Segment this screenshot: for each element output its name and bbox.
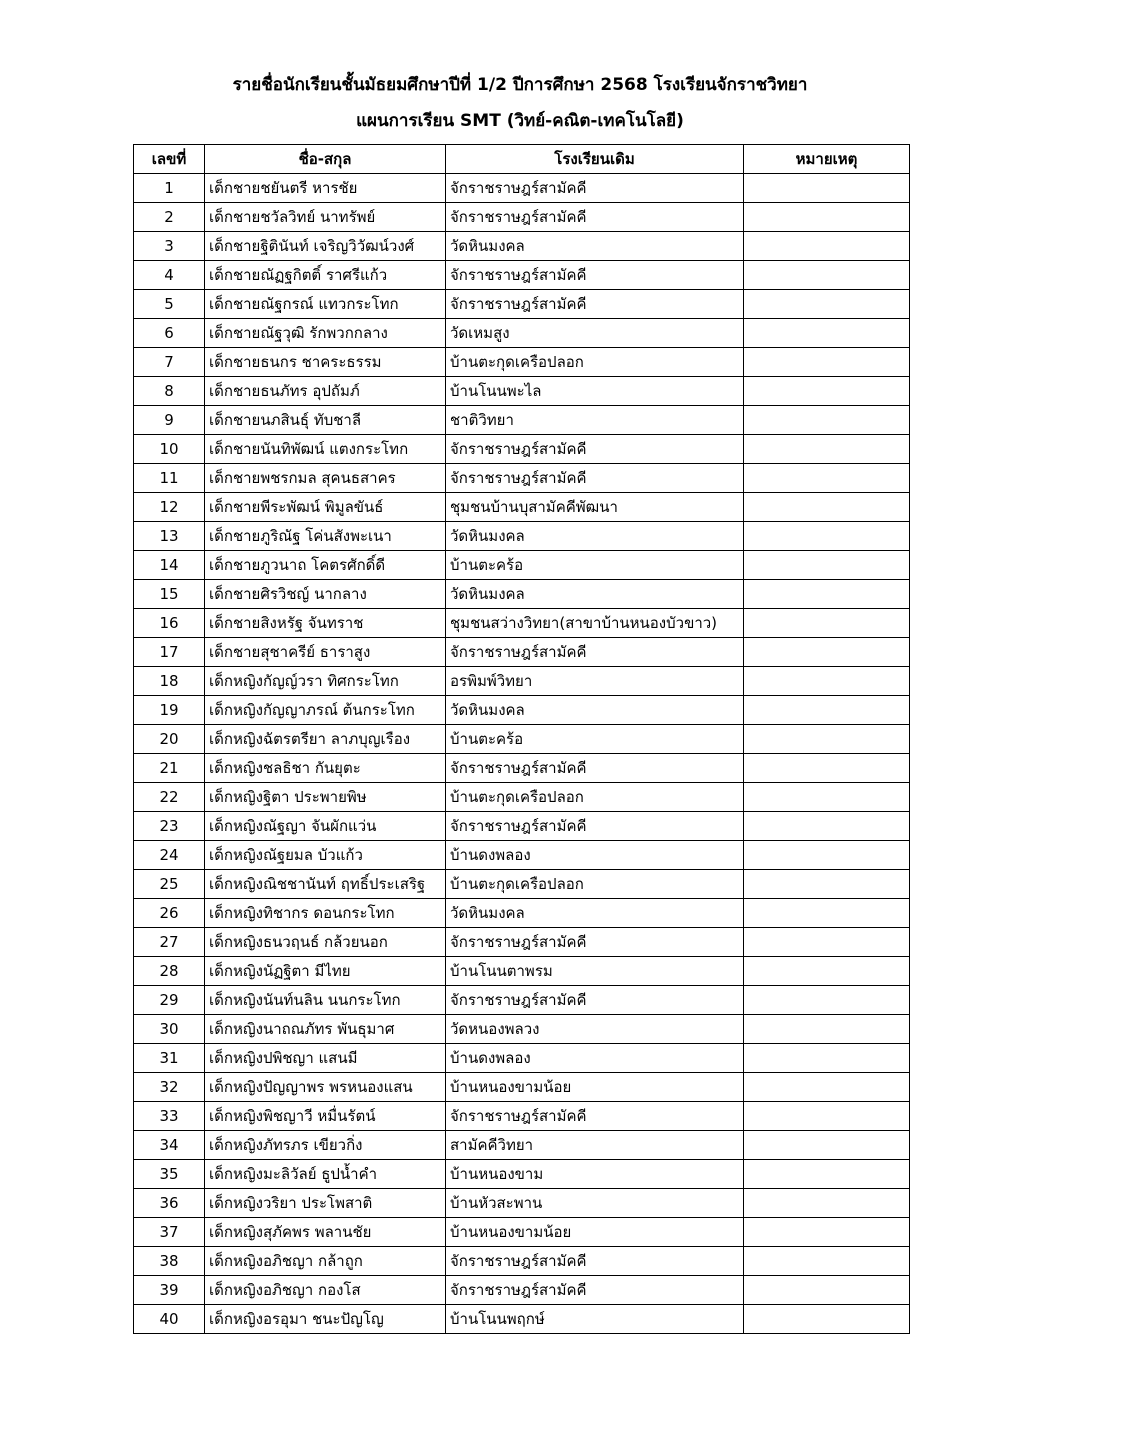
cell-student-name: เด็กหญิงชลธิชา กันยุตะ — [205, 754, 446, 783]
cell-remarks — [744, 1189, 910, 1218]
cell-remarks — [744, 841, 910, 870]
cell-former-school: จักราชราษฎร์สามัคคี — [446, 174, 744, 203]
cell-former-school: บ้านตะกุดเครือปลอก — [446, 348, 744, 377]
cell-remarks — [744, 493, 910, 522]
table-row — [134, 522, 910, 551]
cell-student-name: เด็กหญิงปพิชญา แสนมี — [205, 1044, 446, 1073]
cell-student-name: เด็กชายภูวนาถ โคตรศักดิ์ดี — [205, 551, 446, 580]
cell-remarks — [744, 986, 910, 1015]
cell-student-name: เด็กหญิงพิชญาวี หมื่นรัตน์ — [205, 1102, 446, 1131]
cell-former-school: จักราชราษฎร์สามัคคี — [446, 928, 744, 957]
table-row — [134, 1276, 910, 1305]
cell-former-school: จักราชราษฎร์สามัคคี — [446, 986, 744, 1015]
cell-number: 25 — [134, 870, 205, 899]
cell-former-school: บ้านดงพลอง — [446, 1044, 744, 1073]
cell-remarks — [744, 377, 910, 406]
cell-number: 20 — [134, 725, 205, 754]
table-row — [134, 1189, 910, 1218]
cell-number: 21 — [134, 754, 205, 783]
table-row — [134, 725, 910, 754]
cell-remarks — [744, 464, 910, 493]
cell-student-name: เด็กชายธนกร ชาคระธรรม — [205, 348, 446, 377]
cell-number: 33 — [134, 1102, 205, 1131]
cell-number: 30 — [134, 1015, 205, 1044]
cell-number: 24 — [134, 841, 205, 870]
cell-number: 29 — [134, 986, 205, 1015]
cell-former-school: วัดหินมงคล — [446, 899, 744, 928]
cell-number: 8 — [134, 377, 205, 406]
cell-remarks — [744, 174, 910, 203]
cell-remarks — [744, 203, 910, 232]
cell-number: 40 — [134, 1305, 205, 1334]
cell-number: 14 — [134, 551, 205, 580]
cell-number: 34 — [134, 1131, 205, 1160]
cell-remarks — [744, 580, 910, 609]
cell-remarks — [744, 1247, 910, 1276]
table-row — [134, 174, 910, 203]
table-row — [134, 232, 910, 261]
cell-remarks — [744, 1276, 910, 1305]
cell-student-name: เด็กหญิงอภิชญา กล้าถูก — [205, 1247, 446, 1276]
header-former-school: โรงเรียนเดิม — [446, 145, 744, 174]
cell-student-name: เด็กหญิงมะลิวัลย์ ธูปน้ำคำ — [205, 1160, 446, 1189]
cell-former-school: วัดหินมงคล — [446, 696, 744, 725]
table-row — [134, 696, 910, 725]
cell-number: 1 — [134, 174, 205, 203]
cell-student-name: เด็กหญิงณัฐยมล บัวแก้ว — [205, 841, 446, 870]
cell-number: 16 — [134, 609, 205, 638]
table-row — [134, 203, 910, 232]
cell-remarks — [744, 348, 910, 377]
cell-former-school: จักราชราษฎร์สามัคคี — [446, 638, 744, 667]
cell-number: 28 — [134, 957, 205, 986]
cell-number: 15 — [134, 580, 205, 609]
cell-number: 26 — [134, 899, 205, 928]
table-row — [134, 957, 910, 986]
cell-student-name: เด็กชายณัฏฐกิตติ์ ราศรีแก้ว — [205, 261, 446, 290]
cell-student-name: เด็กหญิงนัฏฐิตา มีไทย — [205, 957, 446, 986]
table-row — [134, 841, 910, 870]
cell-number: 5 — [134, 290, 205, 319]
cell-student-name: เด็กหญิงอรอุมา ชนะปัญโญ — [205, 1305, 446, 1334]
document-subtitle: แผนการเรียน SMT (วิทย์-คณิต-เทคโนโลยี) — [356, 111, 684, 131]
cell-former-school: สามัคคีวิทยา — [446, 1131, 744, 1160]
cell-number: 36 — [134, 1189, 205, 1218]
cell-student-name: เด็กชายภูริณัฐ โค่นสังพะเนา — [205, 522, 446, 551]
cell-student-name: เด็กชายนภสินธุ์ ทับชาลี — [205, 406, 446, 435]
cell-student-name: เด็กชายชยันตรี หารชัย — [205, 174, 446, 203]
cell-student-name: เด็กหญิงปัญญาพร พรหนองแสน — [205, 1073, 446, 1102]
cell-student-name: เด็กชายธนภัทร อุปถัมภ์ — [205, 377, 446, 406]
cell-number: 6 — [134, 319, 205, 348]
table-row — [134, 319, 910, 348]
cell-former-school: จักราชราษฎร์สามัคคี — [446, 261, 744, 290]
table-row — [134, 899, 910, 928]
cell-former-school: บ้านตะกุดเครือปลอก — [446, 783, 744, 812]
table-row — [134, 754, 910, 783]
header-name: ชื่อ-สกุล — [205, 145, 446, 174]
cell-former-school: บ้านหนองขาม — [446, 1160, 744, 1189]
cell-former-school: บ้านตะกุดเครือปลอก — [446, 870, 744, 899]
cell-remarks — [744, 1044, 910, 1073]
cell-student-name: เด็กชายฐิตินันท์ เจริญวิวัฒน์วงศ์ — [205, 232, 446, 261]
cell-student-name: เด็กหญิงนันท์นลิน นนกระโทก — [205, 986, 446, 1015]
cell-former-school: จักราชราษฎร์สามัคคี — [446, 812, 744, 841]
table-row — [134, 609, 910, 638]
cell-former-school: จักราชราษฎร์สามัคคี — [446, 435, 744, 464]
cell-number: 13 — [134, 522, 205, 551]
cell-remarks — [744, 638, 910, 667]
table-row — [134, 783, 910, 812]
cell-remarks — [744, 232, 910, 261]
cell-former-school: บ้านดงพลอง — [446, 841, 744, 870]
cell-former-school: บ้านตะคร้อ — [446, 725, 744, 754]
cell-former-school: จักราชราษฎร์สามัคคี — [446, 290, 744, 319]
cell-former-school: วัดหินมงคล — [446, 232, 744, 261]
document-title: รายชื่อนักเรียนชั้นมัธยมศึกษาปีที่ 1/2 ปีการศึกษา 2568 โรงเรียนจักราชวิทยา — [232, 75, 808, 95]
cell-student-name: เด็กชายพชรกมล สุคนธสาคร — [205, 464, 446, 493]
cell-student-name: เด็กหญิงภัทรภร เขียวกิ่ง — [205, 1131, 446, 1160]
table-row — [134, 870, 910, 899]
cell-number: 4 — [134, 261, 205, 290]
cell-remarks — [744, 957, 910, 986]
cell-former-school: จักราชราษฎร์สามัคคี — [446, 754, 744, 783]
cell-former-school: บ้านหัวสะพาน — [446, 1189, 744, 1218]
table-row — [134, 1160, 910, 1189]
table-row — [134, 1102, 910, 1131]
cell-remarks — [744, 667, 910, 696]
table-row — [134, 493, 910, 522]
table-row — [134, 1044, 910, 1073]
cell-student-name: เด็กหญิงณิชชานันท์ ฤทธิ์ประเสริฐ — [205, 870, 446, 899]
cell-remarks — [744, 1073, 910, 1102]
cell-remarks — [744, 928, 910, 957]
cell-number: 19 — [134, 696, 205, 725]
table-row — [134, 551, 910, 580]
header-number: เลขที่ — [134, 145, 205, 174]
table-row — [134, 406, 910, 435]
cell-number: 37 — [134, 1218, 205, 1247]
table-row — [134, 580, 910, 609]
cell-student-name: เด็กชายชวัลวิทย์ นาทรัพย์ — [205, 203, 446, 232]
cell-remarks — [744, 1305, 910, 1334]
cell-remarks — [744, 696, 910, 725]
cell-student-name: เด็กหญิงธนวฤนธ์ กล้วยนอก — [205, 928, 446, 957]
table-row — [134, 464, 910, 493]
cell-remarks — [744, 725, 910, 754]
cell-former-school: วัดหินมงคล — [446, 580, 744, 609]
table-row — [134, 1073, 910, 1102]
cell-former-school: อรพิมพ์วิทยา — [446, 667, 744, 696]
cell-student-name: เด็กชายสิงหรัฐ จันทราช — [205, 609, 446, 638]
cell-former-school: บ้านหนองขามน้อย — [446, 1073, 744, 1102]
cell-former-school: บ้านโนนตาพรม — [446, 957, 744, 986]
table-body — [134, 174, 910, 1334]
cell-student-name: เด็กหญิงนาถณภัทร พันธุมาศ — [205, 1015, 446, 1044]
table-row — [134, 638, 910, 667]
cell-student-name: เด็กชายสุชาครีย์ ธาราสูง — [205, 638, 446, 667]
cell-remarks — [744, 435, 910, 464]
cell-remarks — [744, 522, 910, 551]
cell-former-school: บ้านโนนพฤกษ์ — [446, 1305, 744, 1334]
cell-remarks — [744, 1102, 910, 1131]
cell-student-name: เด็กหญิงฉัตรตรียา ลาภบุญเรือง — [205, 725, 446, 754]
cell-number: 17 — [134, 638, 205, 667]
cell-former-school: บ้านหนองขามน้อย — [446, 1218, 744, 1247]
cell-former-school: จักราชราษฎร์สามัคคี — [446, 1247, 744, 1276]
table-row — [134, 348, 910, 377]
cell-remarks — [744, 899, 910, 928]
cell-remarks — [744, 783, 910, 812]
cell-number: 32 — [134, 1073, 205, 1102]
table-row — [134, 928, 910, 957]
cell-number: 3 — [134, 232, 205, 261]
cell-student-name: เด็กหญิงอภิชญา กองโส — [205, 1276, 446, 1305]
cell-remarks — [744, 754, 910, 783]
cell-remarks — [744, 319, 910, 348]
cell-student-name: เด็กชายนันทิพัฒน์ แตงกระโทก — [205, 435, 446, 464]
cell-former-school: บ้านโนนพะไล — [446, 377, 744, 406]
cell-student-name: เด็กหญิงทิชากร ดอนกระโทก — [205, 899, 446, 928]
table-header-row — [134, 145, 910, 174]
table-row — [134, 1131, 910, 1160]
table-row — [134, 377, 910, 406]
cell-student-name: เด็กหญิงฐิตา ประพายพิษ — [205, 783, 446, 812]
cell-remarks — [744, 870, 910, 899]
table-row — [134, 667, 910, 696]
cell-former-school: วัดหินมงคล — [446, 522, 744, 551]
table-row — [134, 1247, 910, 1276]
cell-number: 23 — [134, 812, 205, 841]
header-remarks: หมายเหตุ — [744, 145, 910, 174]
cell-remarks — [744, 609, 910, 638]
cell-number: 18 — [134, 667, 205, 696]
cell-student-name: เด็กชายพีระพัฒน์ พิมูลขันธ์ — [205, 493, 446, 522]
cell-student-name: เด็กหญิงณัฐญา จันผักแว่น — [205, 812, 446, 841]
cell-remarks — [744, 1160, 910, 1189]
cell-student-name: เด็กชายณัฐกรณ์ แทวกระโทก — [205, 290, 446, 319]
cell-number: 31 — [134, 1044, 205, 1073]
cell-number: 12 — [134, 493, 205, 522]
cell-student-name: เด็กหญิงกัญญ์วรา ทิศกระโทก — [205, 667, 446, 696]
cell-former-school: วัดหนองพลวง — [446, 1015, 744, 1044]
cell-remarks — [744, 551, 910, 580]
cell-remarks — [744, 1218, 910, 1247]
cell-former-school: ชุมชนบ้านบุสามัคคีพัฒนา — [446, 493, 744, 522]
cell-former-school: จักราชราษฎร์สามัคคี — [446, 203, 744, 232]
cell-student-name: เด็กหญิงวริยา ประโพสาติ — [205, 1189, 446, 1218]
table-row — [134, 1015, 910, 1044]
table-row — [134, 1218, 910, 1247]
student-roster-table — [133, 144, 910, 1334]
cell-student-name: เด็กหญิงกัญญาภรณ์ ต้นกระโทก — [205, 696, 446, 725]
table-row — [134, 812, 910, 841]
cell-former-school: จักราชราษฎร์สามัคคี — [446, 464, 744, 493]
cell-number: 2 — [134, 203, 205, 232]
cell-remarks — [744, 1131, 910, 1160]
cell-former-school: จักราชราษฎร์สามัคคี — [446, 1276, 744, 1305]
cell-number: 11 — [134, 464, 205, 493]
cell-student-name: เด็กชายณัฐวุฒิ รักพวกกลาง — [205, 319, 446, 348]
cell-number: 7 — [134, 348, 205, 377]
cell-former-school: จักราชราษฎร์สามัคคี — [446, 1102, 744, 1131]
table-row — [134, 261, 910, 290]
table-row — [134, 986, 910, 1015]
table-row — [134, 290, 910, 319]
cell-number: 22 — [134, 783, 205, 812]
cell-former-school: ชุมชนสว่างวิทยา(สาขาบ้านหนองบัวขาว) — [446, 609, 744, 638]
cell-student-name: เด็กหญิงสุภัคพร พลานชัย — [205, 1218, 446, 1247]
cell-former-school: ชาติวิทยา — [446, 406, 744, 435]
cell-student-name: เด็กชายศิรวิชญ์ นากลาง — [205, 580, 446, 609]
cell-number: 10 — [134, 435, 205, 464]
cell-number: 27 — [134, 928, 205, 957]
cell-number: 35 — [134, 1160, 205, 1189]
cell-former-school: บ้านตะคร้อ — [446, 551, 744, 580]
cell-remarks — [744, 261, 910, 290]
cell-former-school: วัดเหมสูง — [446, 319, 744, 348]
cell-remarks — [744, 812, 910, 841]
cell-remarks — [744, 406, 910, 435]
cell-remarks — [744, 290, 910, 319]
cell-number: 9 — [134, 406, 205, 435]
cell-number: 38 — [134, 1247, 205, 1276]
cell-remarks — [744, 1015, 910, 1044]
table-row — [134, 435, 910, 464]
cell-number: 39 — [134, 1276, 205, 1305]
table-row — [134, 1305, 910, 1334]
